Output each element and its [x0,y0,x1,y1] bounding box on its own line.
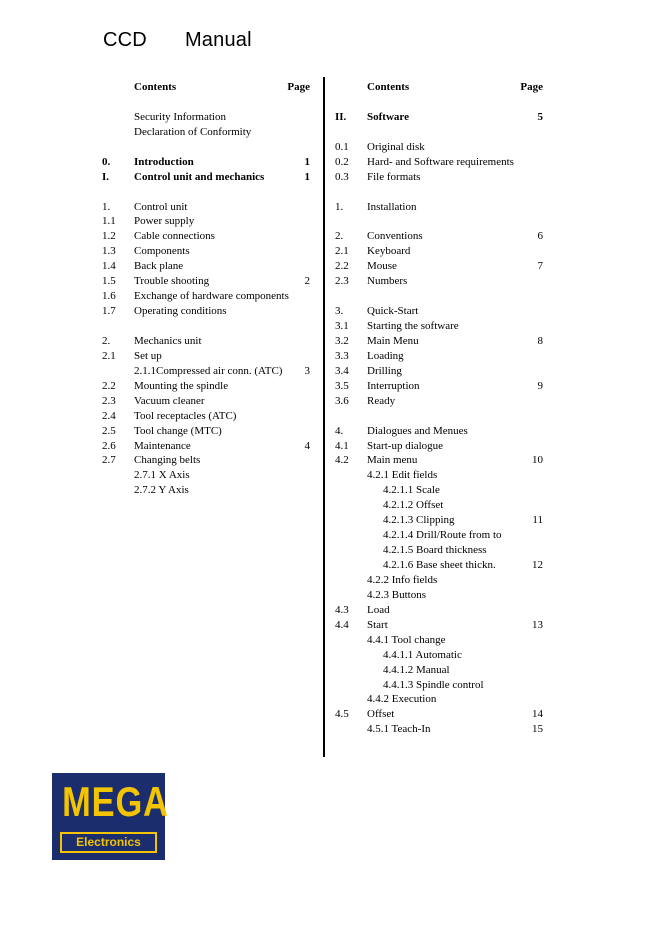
toc-entry-title: Introduction [134,155,194,168]
toc-entry-number: 2.3 [102,394,116,407]
toc-entry-page: 10 [532,454,543,467]
toc-entry [335,259,543,274]
toc-entry-number: 2.2 [335,260,349,273]
toc-entry-number: 1.5 [102,275,116,288]
toc-entry [102,468,310,483]
toc-entry-title: Mechanics unit [134,334,202,347]
toc-entry-title: Changing belts [134,454,201,467]
toc-entry [102,229,310,244]
toc-entry-title: 4.2.1.6 Base sheet thickn. [383,559,496,571]
toc-entry [335,722,543,737]
toc-entry [335,364,543,379]
toc-entry [335,244,543,259]
toc-entry [335,200,543,215]
toc-entry-number: 1. [335,200,344,213]
toc-entry-title: Trouble shooting [134,275,210,288]
toc-entry-title: Maintenance [134,439,191,452]
toc-entry [335,483,543,498]
toc-entry-number: 2.4 [102,409,116,422]
toc-entry [102,110,310,125]
toc-entry-title: File formats [367,170,421,183]
toc-entry-title: Mounting the spindle [134,379,229,392]
toc-entry-title: Mouse [367,260,397,273]
toc-entry-title: 2.1.1Compressed air conn. (ATC) [134,364,283,377]
toc-entry-number: 2.7 [102,454,116,467]
toc-entry-number: 4.2 [335,454,349,467]
toc-entry-page: Page [287,81,310,93]
toc-entry [335,513,543,528]
toc-entry [102,394,310,409]
toc-entry-number: 3.2 [335,334,349,347]
column-divider [323,77,325,757]
toc-entry [335,453,543,468]
toc-entry-number: I. [102,170,110,183]
toc-entry-page: 6 [537,230,543,243]
toc-entry-title: Hard- and Software requirements [367,155,514,168]
logo-sub-text: Electronics [60,832,157,853]
toc-entry [335,155,543,170]
toc-entry-title: Contents [134,81,177,93]
toc-spacer [102,140,310,155]
toc-entry-title: Starting the software [367,320,459,332]
toc-entry-number: 4.4 [335,618,349,631]
toc-entry [102,483,310,498]
toc-entry-number: 0. [102,155,111,168]
toc-entry-number: 3.3 [335,349,349,362]
toc-entry [335,394,543,409]
toc-entry-page: 15 [532,723,543,736]
toc-entry-title: 2.7.2 Y Axis [134,484,189,497]
toc-entry-page: 13 [532,618,543,631]
toc-entry [335,543,543,558]
toc-entry-number: 0.1 [335,140,349,153]
toc-entry [335,379,543,394]
toc-entry [102,424,310,439]
toc-entry-title: Dialogues and Menues [367,424,468,437]
toc-entry-title: 4.2.1.5 Board thickness [383,544,487,557]
toc-entry [102,334,310,349]
toc-entry-title: 4.5.1 Teach-In [367,723,431,736]
toc-entry-title: 4.2.3 Buttons [367,588,426,601]
toc-right-column [335,80,543,737]
document-header [103,29,252,52]
toc-entry-page: 11 [532,514,543,527]
toc-entry [335,663,543,678]
toc-entry-title: Offset [367,708,395,721]
toc-entry-number: 3.1 [335,320,349,332]
toc-entry [102,170,310,185]
toc-entry-page: 2 [304,275,310,288]
toc-entry-title: Interruption [367,379,420,392]
toc-entry-page: 4 [304,439,310,452]
toc-entry-page: 12 [532,559,543,571]
toc-entry-title: Start [367,618,388,631]
toc-entry-number: 2. [102,334,111,347]
mega-electronics-logo [52,773,169,860]
toc-entry [102,439,310,454]
toc-entry [335,274,543,289]
toc-entry-number: 3.5 [335,379,349,392]
toc-entry-title: 4.2.1.4 Drill/Route from to [383,529,502,542]
toc-entry-title: 2.7.1 X Axis [134,469,190,482]
toc-entry-number: II. [335,110,347,123]
toc-entry-title: Contents [367,81,410,93]
toc-spacer [335,409,543,424]
toc-entry [102,304,310,319]
toc-entry [102,274,310,289]
toc-entry-page: 3 [304,364,310,377]
toc-entry-number: 0.2 [335,155,349,168]
toc-entry-page: 14 [532,708,543,721]
toc-entry [102,125,310,140]
toc-entry-title: Operating conditions [134,305,227,318]
toc-entry-title: Start-up dialogue [367,439,444,452]
toc-entry [102,200,310,215]
toc-entry [335,349,543,364]
toc-spacer [335,289,543,304]
toc-entry-number: 2.1 [335,245,349,258]
toc-entry-title: Numbers [367,275,408,288]
toc-entry [335,618,543,633]
toc-entry-title: 4.4.1.1 Automatic [383,648,462,661]
toc-entry [335,528,543,543]
toc-entry [335,648,543,663]
toc-entry-title: Ready [367,394,396,407]
toc-entry-page: 9 [537,379,543,392]
toc-entry-number: 1.6 [102,290,116,303]
toc-entry [335,140,543,155]
toc-entry-number: 4.5 [335,708,349,721]
toc-entry-number: 2.5 [102,424,116,437]
toc-entry [335,439,543,454]
toc-entry-title: Declaration of Conformity [134,125,252,138]
toc-entry [335,80,543,95]
toc-entry-title: Main menu [367,454,418,467]
toc-entry [102,244,310,259]
toc-entry-title: 4.4.1.3 Spindle control [383,678,484,691]
toc-entry-title: Keyboard [367,245,411,258]
toc-entry-title: Loading [367,349,404,362]
toc-entry [335,498,543,513]
toc-entry-title: Control unit [134,200,188,213]
toc-entry-number: 2.3 [335,275,349,288]
toc-entry-number: 3.6 [335,394,349,407]
toc-entry [102,364,310,379]
toc-entry [102,409,310,424]
toc-entry-number: 1.4 [102,260,116,273]
toc-entry-title: Exchange of hardware components [134,290,289,303]
toc-entry [335,424,543,439]
toc-spacer [335,185,543,200]
toc-entry-title: Software [367,110,409,123]
logo-main-text: MEGA [62,778,169,825]
toc-entry [335,304,543,319]
toc-entry-number: 1. [102,200,111,213]
toc-entry-page: 7 [537,260,543,273]
toc-entry [102,379,310,394]
toc-entry-title: Components [134,245,190,258]
toc-entry-title: Conventions [367,230,423,243]
toc-entry [102,214,310,229]
toc-entry-title: Power supply [134,215,195,228]
toc-entry [335,319,543,334]
toc-entry-number: 1.7 [102,305,116,318]
toc-entry [102,453,310,468]
toc-entry-title: Cable connections [134,230,215,243]
toc-entry [335,334,543,349]
toc-entry-page: 5 [537,110,543,123]
toc-entry-number: 3.4 [335,364,349,377]
toc-entry [335,603,543,618]
toc-entry-title: Original disk [367,140,425,153]
toc-entry [335,170,543,185]
toc-entry [102,80,310,95]
toc-entry-number: 2.6 [102,439,116,452]
toc-entry-number: 1.1 [102,215,116,228]
toc-entry [335,707,543,722]
header-title-right: Manual [184,29,252,51]
toc-entry-title: 4.2.1.1 Scale [383,484,440,497]
toc-entry-title: 4.2.1.2 Offset [383,499,444,512]
toc-left-column [102,80,310,498]
toc-entry-title: 4.2.2 Info fields [367,573,438,586]
toc-entry-number: 4. [335,424,344,437]
toc-entry-number: 2.2 [102,379,116,392]
toc-spacer [102,185,310,200]
toc-entry-title: 4.4.1 Tool change [367,633,446,646]
toc-entry [335,633,543,648]
toc-entry-title: Set up [134,349,162,362]
toc-spacer [102,319,310,334]
toc-entry [102,155,310,170]
toc-entry-title: Vacuum cleaner [134,394,205,407]
header-title-left: CCD [103,29,147,51]
toc-entry-title: 4.4.1.2 Manual [383,663,450,676]
toc-entry-title: 4.2.1 Edit fields [367,469,438,482]
toc-entry [102,259,310,274]
toc-spacer [335,95,543,110]
toc-entry-number: 1.3 [102,245,116,258]
toc-entry-number: 3. [335,305,344,318]
toc-entry [335,588,543,603]
toc-entry-title: 4.2.1.3 Clipping [383,514,455,527]
toc-entry [335,678,543,693]
toc-entry-title: 4.4.2 Execution [367,693,437,706]
toc-entry-page: 1 [304,155,310,168]
toc-entry-number: 2. [335,230,344,243]
toc-entry-title: Drilling [367,364,402,377]
toc-spacer [335,214,543,229]
toc-entry-title: Quick-Start [367,305,419,318]
toc-entry-title: Load [367,603,390,616]
toc-spacer [102,95,310,110]
toc-entry [335,558,543,573]
toc-entry-title: Back plane [134,260,184,273]
toc-entry-number: 1.2 [102,230,116,243]
toc-entry [102,289,310,304]
toc-entry [102,349,310,364]
toc-spacer [335,125,543,140]
toc-entry-title: Tool receptacles (ATC) [134,409,237,422]
toc-entry-number: 0.3 [335,170,349,183]
toc-entry-title: Tool change (MTC) [134,424,222,437]
toc-entry [335,573,543,588]
toc-entry-title: Control unit and mechanics [134,170,265,183]
toc-entry-title: Main Menu [367,334,419,347]
toc-entry-title: Security Information [134,110,226,123]
toc-entry [335,110,543,125]
toc-entry-page: 1 [304,170,310,183]
toc-entry-number: 4.1 [335,439,349,452]
toc-entry [335,692,543,707]
toc-entry [335,229,543,244]
toc-entry-number: 2.1 [102,349,116,362]
toc-entry-page: Page [520,81,543,93]
toc-entry-title: Installation [367,200,417,213]
toc-entry [335,468,543,483]
toc-entry-number: 4.3 [335,603,349,616]
toc-entry-page: 8 [537,334,543,347]
